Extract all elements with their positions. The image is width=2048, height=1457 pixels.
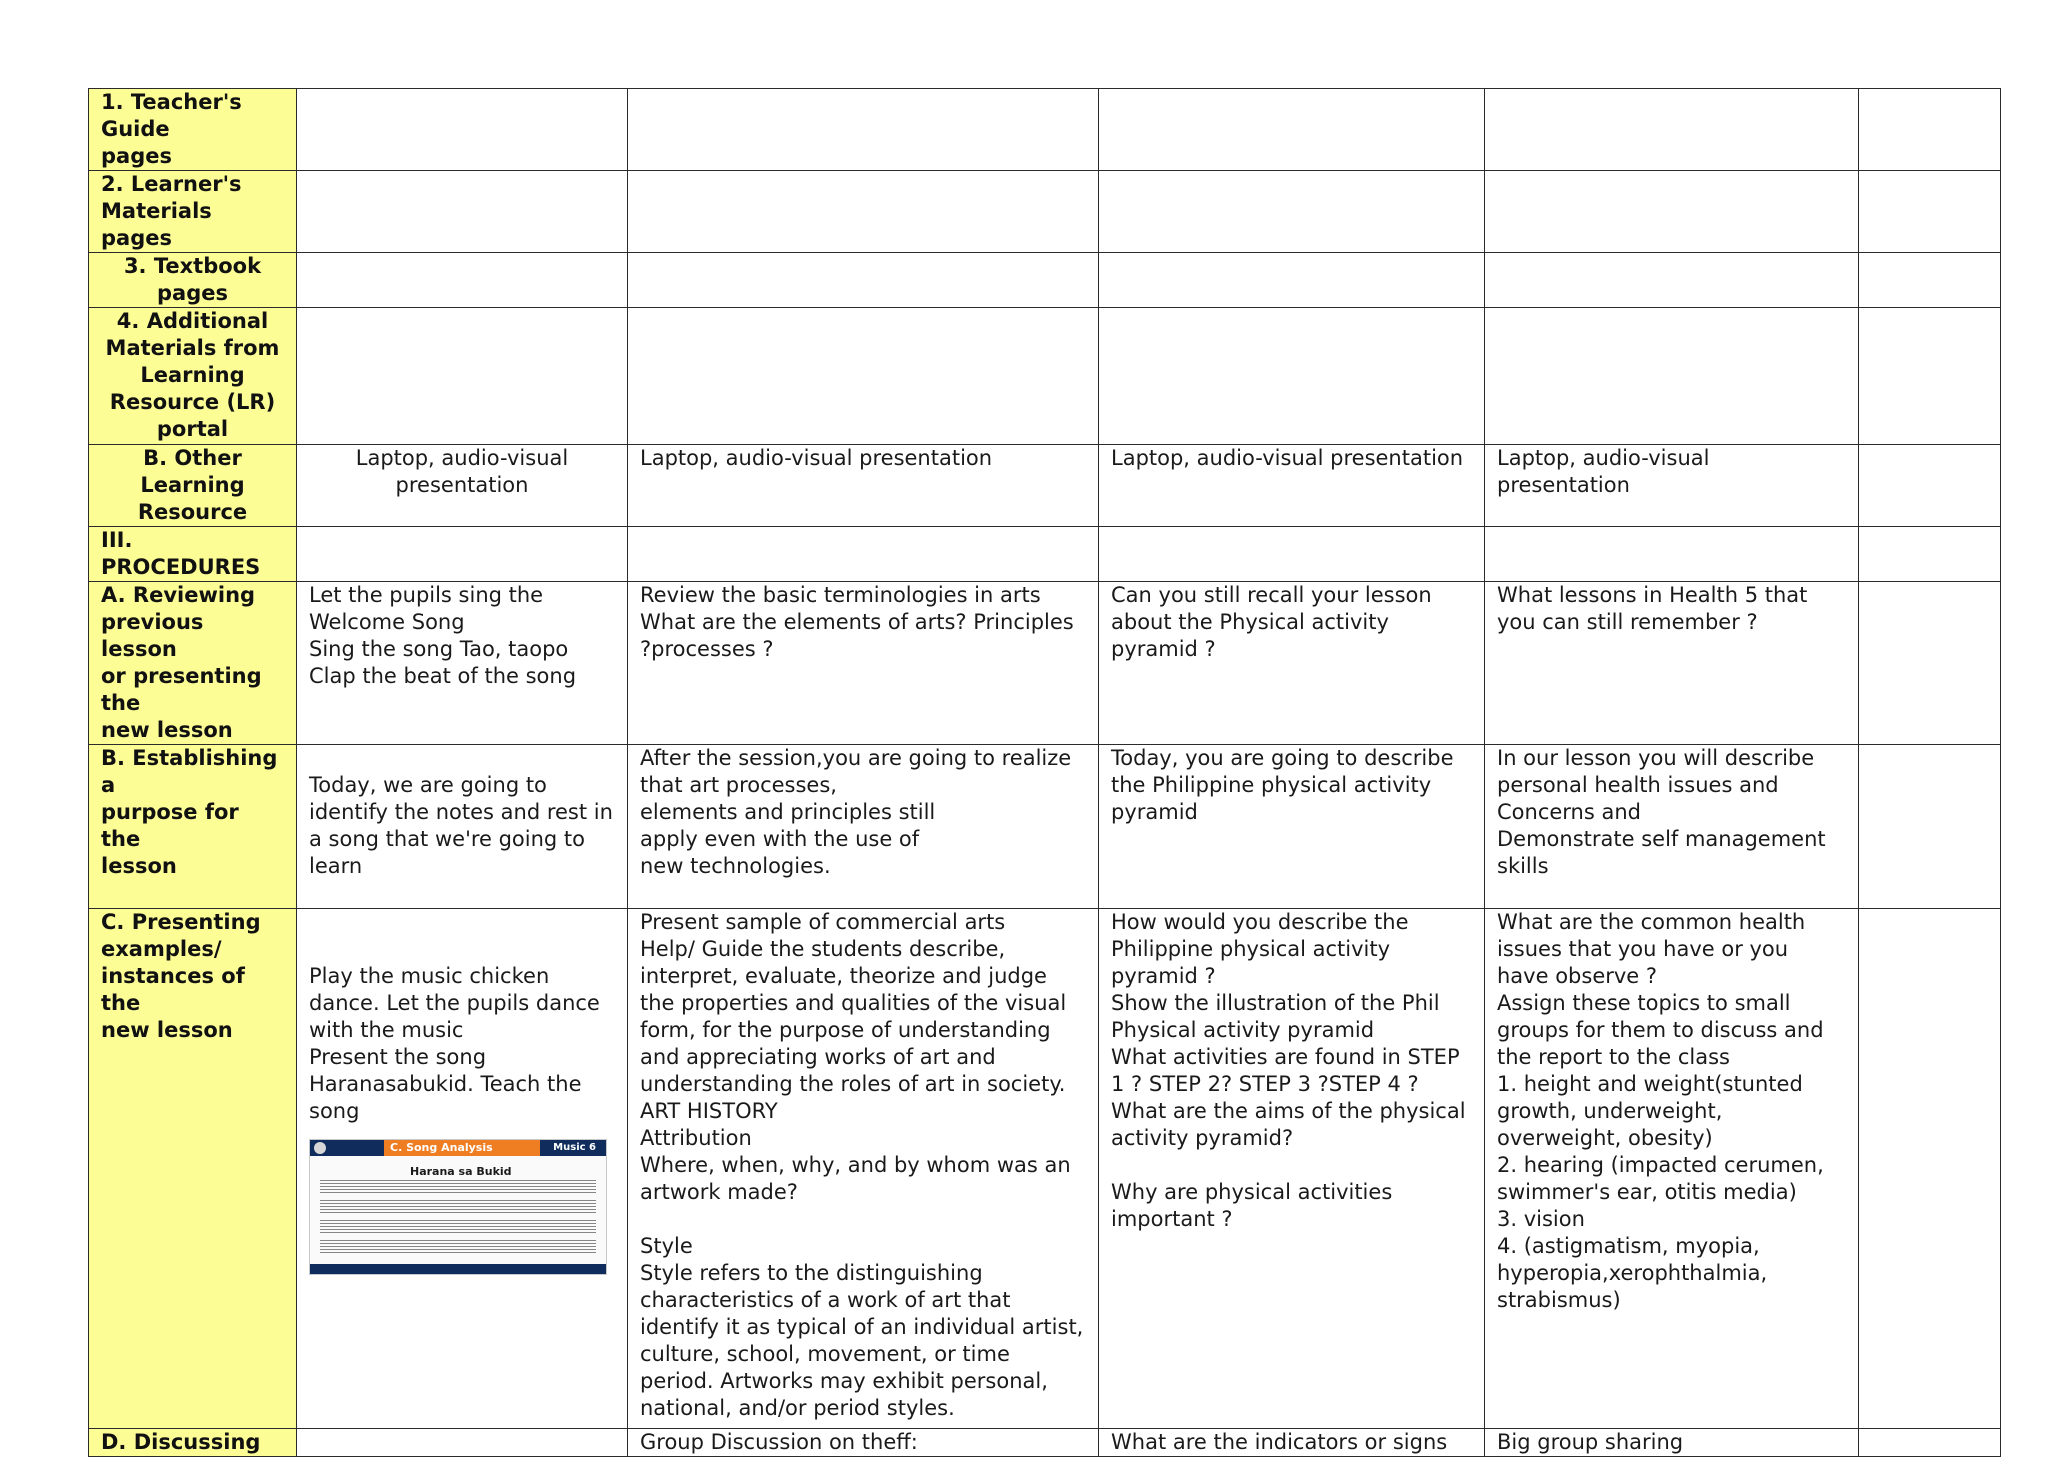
table-cell: Laptop, audio-visual presentation (628, 445, 1099, 527)
table-cell (1859, 1429, 2001, 1457)
row-label-textbook: 3. Textbook pages (89, 253, 297, 308)
table-cell (628, 171, 1099, 253)
table-cell (1099, 308, 1485, 445)
row-label-establishing-purpose: B. Establishing a purpose for the lesson (89, 745, 297, 909)
table-cell (628, 253, 1099, 308)
song-header-bar (310, 1140, 606, 1156)
table-row (89, 171, 2001, 253)
table-cell: What lessons in Health 5 that you can still remember ? (1485, 582, 1859, 745)
table-cell (1859, 909, 2001, 1429)
table-cell (1859, 308, 2001, 445)
table-cell (1859, 445, 2001, 527)
table-cell (1859, 527, 2001, 582)
table-row (89, 89, 2001, 171)
table-cell (1859, 253, 2001, 308)
table-cell (1099, 89, 1485, 171)
row-label-other-learning-resource: B. Other Learning Resource (89, 445, 297, 527)
table-cell (297, 909, 628, 1429)
table-cell (1485, 527, 1859, 582)
song-subject-label: Music 6 (553, 1142, 596, 1153)
row-label-learners-materials: 2. Learner's Materials pages (89, 171, 297, 253)
table-cell: What are the common health issues that you have or you have observe ? Assign these topics to small groups for them to discuss and the report to the class 1. height and weight(stunted growth, underweight, overweight, obesity) 2. hearing (impacted cerumen, swimmer's ear, otitis media) 3. vision 4. (astigmatism, myopia, hyperopia,xerophthalmia, strabismus) (1485, 909, 1859, 1429)
table-row (89, 527, 2001, 582)
table-row (89, 253, 2001, 308)
table-cell: Group Discussion on theff: (628, 1429, 1099, 1457)
cell-text: Play the music chicken dance. Let the pupils dance with the music Present the song Haranasabukid. Teach the song (309, 964, 600, 1123)
table-cell: Today, we are going to identify the notes and rest in a song that we're going to learn (297, 745, 628, 909)
table-cell: Laptop, audio-visual presentation (297, 445, 628, 527)
table-cell: How would you describe the Philippine physical activity pyramid ? Show the illustration of the Phil Physical activity pyramid What activities are found in STEP 1 ? STEP 2? STEP 3 ?STEP 4 ? What are the aims of the physical activity pyramid? Why are physical activities important ? (1099, 909, 1485, 1429)
table-cell (1099, 527, 1485, 582)
table-cell (1859, 582, 2001, 745)
table-cell (297, 1429, 628, 1457)
table-row (89, 909, 2001, 1429)
table-row (89, 582, 2001, 745)
table-cell (297, 253, 628, 308)
table-cell: What are the indicators or signs (1099, 1429, 1485, 1457)
row-label-procedures: III. PROCEDURES (89, 527, 297, 582)
table-cell (1099, 171, 1485, 253)
table-cell: Today, you are going to describe the Philippine physical activity pyramid (1099, 745, 1485, 909)
table-cell (297, 89, 628, 171)
table-row (89, 445, 2001, 527)
row-label-reviewing-previous-lesson: A. Reviewing previous lesson or presenting the new lesson (89, 582, 297, 745)
music-staff-icon (320, 1240, 596, 1254)
table-cell: Present sample of commercial arts Help/ Guide the students describe, interpret, evaluate, theorize and judge the properties and qualities of the visual form, for the purpose of understanding and appreciating works of art and understanding the roles of art in society. ART HISTORY Attribution Where, when, why, and by whom was an artwork made? Style Style refers to the distinguishing characteristics of a work of art that identify it as typical of an individual artist, culture, school, movement, or time period. Artworks may exhibit personal, national, and/or period styles. (628, 909, 1099, 1429)
table-cell (628, 89, 1099, 171)
table-cell: Can you still recall your lesson about the Physical activity pyramid ? (1099, 582, 1485, 745)
lesson-plan-table (88, 88, 2001, 1457)
table-cell: Big group sharing (1485, 1429, 1859, 1457)
table-row (89, 1429, 2001, 1457)
table-cell (297, 527, 628, 582)
table-cell (1099, 253, 1485, 308)
row-label-presenting-examples: C. Presenting examples/ instances of the new lesson (89, 909, 297, 1429)
table-cell (628, 308, 1099, 445)
music-staff-icon (320, 1200, 596, 1214)
music-staff-icon (320, 1180, 596, 1194)
table-cell: After the session,you are going to realize that art processes, elements and principles still apply even with the use of new technologies. (628, 745, 1099, 909)
song-section-label: C. Song Analysis (384, 1140, 540, 1156)
table-cell: Review the basic terminologies in arts What are the elements of arts? Principles ?processes ? (628, 582, 1099, 745)
table-cell (1485, 89, 1859, 171)
table-cell: Laptop, audio-visual presentation (1099, 445, 1485, 527)
row-label-additional-materials: 4. Additional Materials from Learning Resource (LR) portal (89, 308, 297, 445)
table-cell (297, 171, 628, 253)
music-staff-icon (320, 1220, 596, 1234)
table-cell (628, 527, 1099, 582)
table-cell (1485, 308, 1859, 445)
song-footer-bar (310, 1264, 606, 1274)
deped-seal-icon (314, 1142, 326, 1154)
row-label-discussing: D. Discussing (89, 1429, 297, 1457)
table-cell: Laptop, audio-visual presentation (1485, 445, 1859, 527)
table-cell (1859, 89, 2001, 171)
table-cell (1859, 171, 2001, 253)
table-cell: Let the pupils sing the Welcome Song Sing the song Tao, taopo Clap the beat of the song (297, 582, 628, 745)
table-cell: In our lesson you will describe personal health issues and Concerns and Demonstrate self management skills (1485, 745, 1859, 909)
table-cell (297, 308, 628, 445)
song-analysis-image (309, 1139, 607, 1275)
table-cell (1485, 253, 1859, 308)
table-cell (1859, 745, 2001, 909)
table-cell (1485, 171, 1859, 253)
table-row (89, 745, 2001, 909)
table-row (89, 308, 2001, 445)
row-label-teachers-guide: 1. Teacher's Guide pages (89, 89, 297, 171)
song-title: Harana sa Bukid (410, 1165, 512, 1178)
